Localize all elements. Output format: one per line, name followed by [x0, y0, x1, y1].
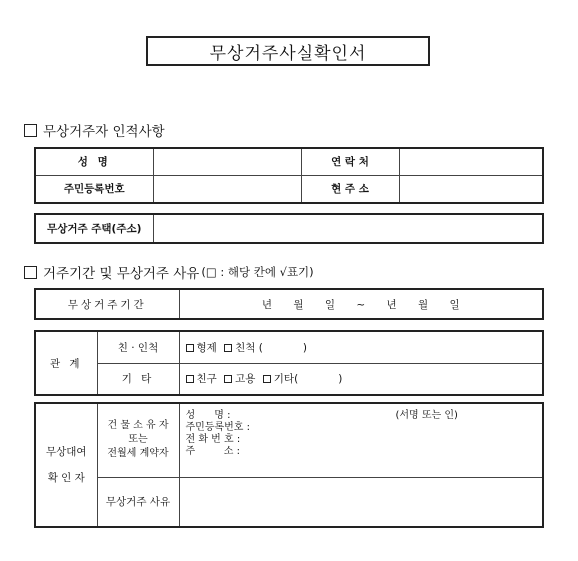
owner-label-line3: 전월세 계약자: [107, 448, 169, 460]
relation-kin-label: 친 · 인척: [97, 331, 179, 363]
section2-note: (□ : 해당 칸에 √표기): [201, 265, 314, 279]
section2-heading: [24, 262, 314, 282]
relation-kin-options: [179, 331, 543, 363]
owner-rrn-label: 주민등록번호 :: [185, 422, 251, 433]
reason-field[interactable]: [179, 477, 543, 527]
sibling-checkbox[interactable]: [186, 344, 194, 352]
friend-option: 친구: [196, 373, 217, 386]
owner-name-label: 성 명 :: [185, 410, 231, 421]
owner-phone-label: 전 화 번 호 :: [185, 434, 241, 445]
confirm-label-line1: 무상대여: [45, 446, 87, 458]
section1-title: 무상거주자 인적사항: [43, 124, 165, 140]
address-label: 현 주 소: [301, 175, 399, 203]
confirm-label: [35, 403, 97, 527]
other-option: 기타( ): [273, 373, 343, 386]
signature-note: (서명 또는 인): [395, 410, 458, 421]
rrn-field[interactable]: [153, 175, 301, 203]
period-label: 무상거주기간: [35, 289, 179, 319]
other-checkbox[interactable]: [263, 375, 271, 383]
section2-title: 거주기간 및 무상거주 사유: [43, 266, 200, 282]
contact-field[interactable]: [399, 148, 543, 175]
relation-table: [34, 330, 544, 396]
period-table: [34, 288, 544, 320]
name-label: 성 명: [35, 148, 153, 175]
confirm-table: [34, 402, 544, 528]
relation-other-label: 기 타: [97, 363, 179, 395]
section2-checkbox-icon: [24, 266, 37, 279]
owner-label-line1: 건 물 소 유 자: [107, 420, 169, 432]
person-info-table: [34, 147, 544, 204]
owner-label: [97, 403, 179, 477]
period-field[interactable]: 년 월 일 ~ 년 월 일: [179, 289, 543, 319]
relation-label: 관 계: [35, 331, 97, 395]
owner-fields[interactable]: [179, 403, 543, 477]
rrn-label: 주민등록번호: [35, 175, 153, 203]
confirm-label-line2: 확 인 자: [47, 472, 85, 484]
residence-field[interactable]: [153, 214, 543, 243]
friend-checkbox[interactable]: [186, 375, 194, 383]
residence-table: [34, 213, 544, 244]
section1-checkbox-icon: [24, 124, 37, 137]
address-field[interactable]: [399, 175, 543, 203]
residence-label: 무상거주 주택(주소): [35, 214, 153, 243]
reason-label: 무상거주 사유: [97, 477, 179, 527]
name-field[interactable]: [153, 148, 301, 175]
relation-other-options: [179, 363, 543, 395]
employ-option: 고용: [235, 373, 256, 386]
relative-checkbox[interactable]: [224, 344, 232, 352]
employ-checkbox[interactable]: [224, 375, 232, 383]
section1-heading: [24, 120, 165, 140]
sibling-option: 형제: [196, 341, 217, 354]
contact-label: 연 락 처: [301, 148, 399, 175]
relative-option: 친척 ( ): [235, 341, 308, 354]
owner-label-line2: 또는: [128, 434, 148, 446]
document-title: 무상거주사실확인서: [146, 36, 430, 66]
owner-address-label: 주 소 :: [185, 446, 240, 457]
